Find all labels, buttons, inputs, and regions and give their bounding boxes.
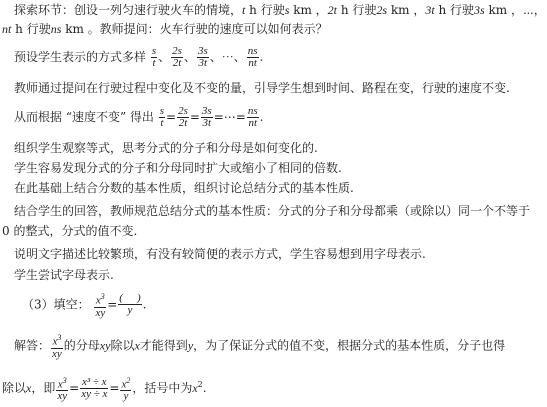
text: （3）填空： [22, 297, 90, 312]
fraction: $\frac{\text{x³ ÷ x}}{xy \div x}$ [81, 376, 108, 400]
line-5: 从而根据 “速度不变” 得出 $\frac{s}{t}$ = $\frac{2s}{2t}$ = $\frac{3s}{3t}$ =⋯= $\frac{ns}{nt}$ . [14, 105, 264, 129]
line-9: 结合学生的回答，教师规范总结分式的基本性质：分式的分子和分母都乘（或除以）同一个不等于 [14, 204, 531, 218]
line-10: 0 的整式，分式的值不变. [2, 224, 138, 238]
text: h 行驶 [434, 3, 475, 17]
math-var: 2t [327, 3, 338, 17]
fraction: $\frac{3s}{3t}$ [197, 45, 208, 69]
line-8: 在此基础上结合分数的基本性质，组织讨论总结分式的基本性质. [14, 181, 354, 195]
fraction: $\frac{s}{t}$ [151, 45, 157, 69]
line-12: 学生尝试字母表示. [14, 268, 114, 282]
fraction: $\frac{2s}{2t}$ [172, 45, 182, 69]
fraction: $\frac{x^3}{xy}$ [57, 375, 68, 403]
line-1 [14, 2, 546, 18]
line-13: （3）填空： $\frac{x^3}{xy}$ = $\frac{( )}{y}$ . [22, 292, 147, 319]
fraction: $\frac{s}{t}$ [159, 105, 165, 129]
fraction: $\frac{x^2}{y}$ [121, 375, 131, 403]
fraction-blank: $\frac{( )}{y}$ [119, 292, 141, 317]
math-var: 2s [376, 3, 388, 17]
math-var: nt [2, 22, 12, 36]
line-3: 预设学生表示的方式多样 $\frac{s}{t}$ 、 $\frac{2s}{2t}$ 、 $\frac{3s}{3t}$ 、⋯、 $\frac{ns}{nt}$ . [14, 45, 264, 69]
line-11: 说明文字描述比较繁琐，有没有较简便的表示方式，学生容易想到用字母表示. [14, 247, 426, 261]
text: km ，⋯， [484, 3, 546, 17]
fraction: $\frac{ns}{nt}$ [247, 45, 258, 69]
fraction: $\frac{x^3}{xy}$ [52, 333, 62, 360]
math-var: ns [50, 22, 62, 36]
text: 解答： [14, 338, 51, 353]
text: km 。教师提问：火车行驶的速度可以如何表示？ [61, 22, 328, 36]
line-6: 组织学生观察等式，思考分式的分子和分母是如何变化的. [14, 141, 318, 155]
text: km ， [289, 3, 328, 17]
line-14: 解答： $\frac{x^3}{xy}$ 的分母xy除以x才能得到y，为了保证分式的值不变，根据分式的基本性质，分子也得 [14, 333, 506, 360]
math-var: s [284, 3, 290, 17]
text: h 行驶 [11, 22, 51, 36]
fraction: $\frac{3s}{3t}$ [201, 105, 212, 129]
line-2 [2, 21, 328, 37]
fraction: $\frac{ns}{nt}$ [247, 105, 258, 129]
math-var: 3s [474, 3, 485, 17]
math-var: 3t [425, 3, 435, 17]
line-4: 教师通过提问在行驶过程中变化及不变的量，引导学生想到时间、路程在变，行驶的速度不变. [14, 81, 510, 95]
text: h 行驶 [337, 3, 377, 17]
text: 从而根据 “速度不变” 得出 [14, 110, 154, 124]
line-15: 除以x，即 $\frac{x^3}{xy}$ = $\frac{\text{x³ ÷ x}}{xy \div x}$ = $\frac{x^2}{y}$ ，括号中为$x^2$. [2, 375, 207, 403]
text: 预设学生表示的方式多样 [14, 50, 147, 64]
text: 探索环节：创设一列匀速行驶火车的情境， [14, 3, 243, 17]
fraction: $\frac{2s}{2t}$ [178, 105, 188, 129]
line-7: 学生容易发现分式的分子和分母同时扩大或缩小了相同的倍数. [14, 161, 342, 175]
fraction: $\frac{x^3}{xy}$ [95, 292, 106, 319]
text: km ， [387, 3, 426, 17]
math-var: t [242, 3, 246, 17]
text: h 行驶 [245, 3, 285, 17]
